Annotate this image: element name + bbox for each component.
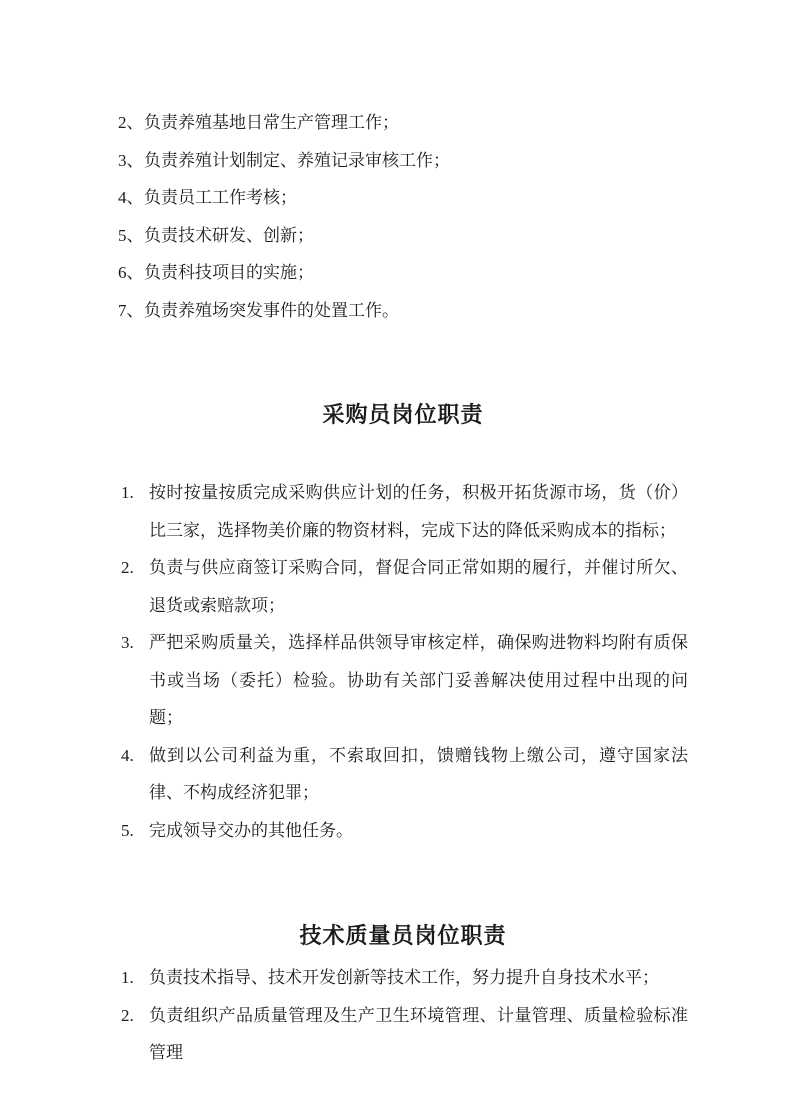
list-item-number: 2、 [118,113,144,132]
list-item-number: 2. [121,558,134,577]
list-item [118,474,688,549]
section-title-quality: 技术质量员岗位职责 [299,923,507,948]
list-item [118,254,688,292]
list-item [118,997,688,1072]
list-item-text: 负责员工工作考核； [144,188,297,207]
list-item-text: 严把采购质量关，选择样品供领导审核定样，确保购进物料均附有质保书或当场（委托）检验。协助有关部门妥善解决使用过程中出现的问题； [149,633,688,727]
list-item-number: 4. [121,745,134,765]
list-item-text: 做到以公司利益为重，不索取回扣，馈赠钱物上缴公司，遵守国家法律、不构成经济犯罪； [149,745,688,802]
purchaser-duties-list [118,474,688,849]
list-item-text: 负责与供应商签订采购合同，督促合同正常如期的履行，并催讨所欠、退货或索赔款项； [149,558,688,615]
list-item [118,549,688,624]
list-item-number: 1. [121,483,134,502]
list-item [118,142,688,180]
section-title-purchaser: 采购员岗位职责 [322,402,484,427]
list-item-number: 3、 [118,150,144,170]
breeding-duties-list [118,104,688,329]
list-item-number: 1. [121,968,134,987]
list-item-text: 负责科技项目的实施； [144,263,314,282]
list-item-text: 负责技术指导、技术开发创新等技术工作，努力提升自身技术水平； [149,968,659,987]
list-item [118,104,688,142]
list-item [118,959,688,997]
list-item [118,624,688,737]
list-item-number: 2. [121,1005,134,1025]
list-item-number: 3. [121,633,134,652]
list-item [118,812,688,850]
list-item [118,737,688,812]
list-item [118,217,688,255]
quality-duties-list [118,959,688,1072]
list-item [118,292,688,330]
list-item-text: 按时按量按质完成采购供应计划的任务，积极开拓货源市场，货（价）比三家，选择物美价廉的物资材料，完成下达的降低采购成本的指标； [149,483,688,540]
list-item-number: 5、 [118,225,144,245]
list-item-text: 完成领导交办的其他任务。 [149,820,353,840]
list-item-number: 6、 [118,263,144,282]
list-item-text: 负责组织产品质量管理及生产卫生环境管理、计量管理、质量检验标准管理 [149,1005,688,1062]
list-item [118,179,688,217]
list-item-text: 负责养殖计划制定、养殖记录审核工作； [144,150,450,170]
list-item-text: 负责养殖基地日常生产管理工作； [144,113,399,132]
list-item-text: 负责养殖场突发事件的处置工作。 [144,300,399,320]
list-item-text: 负责技术研发、创新； [144,225,314,245]
list-item-number: 7、 [118,300,144,320]
list-item-number: 4、 [118,188,144,207]
list-item-number: 5. [121,820,134,840]
